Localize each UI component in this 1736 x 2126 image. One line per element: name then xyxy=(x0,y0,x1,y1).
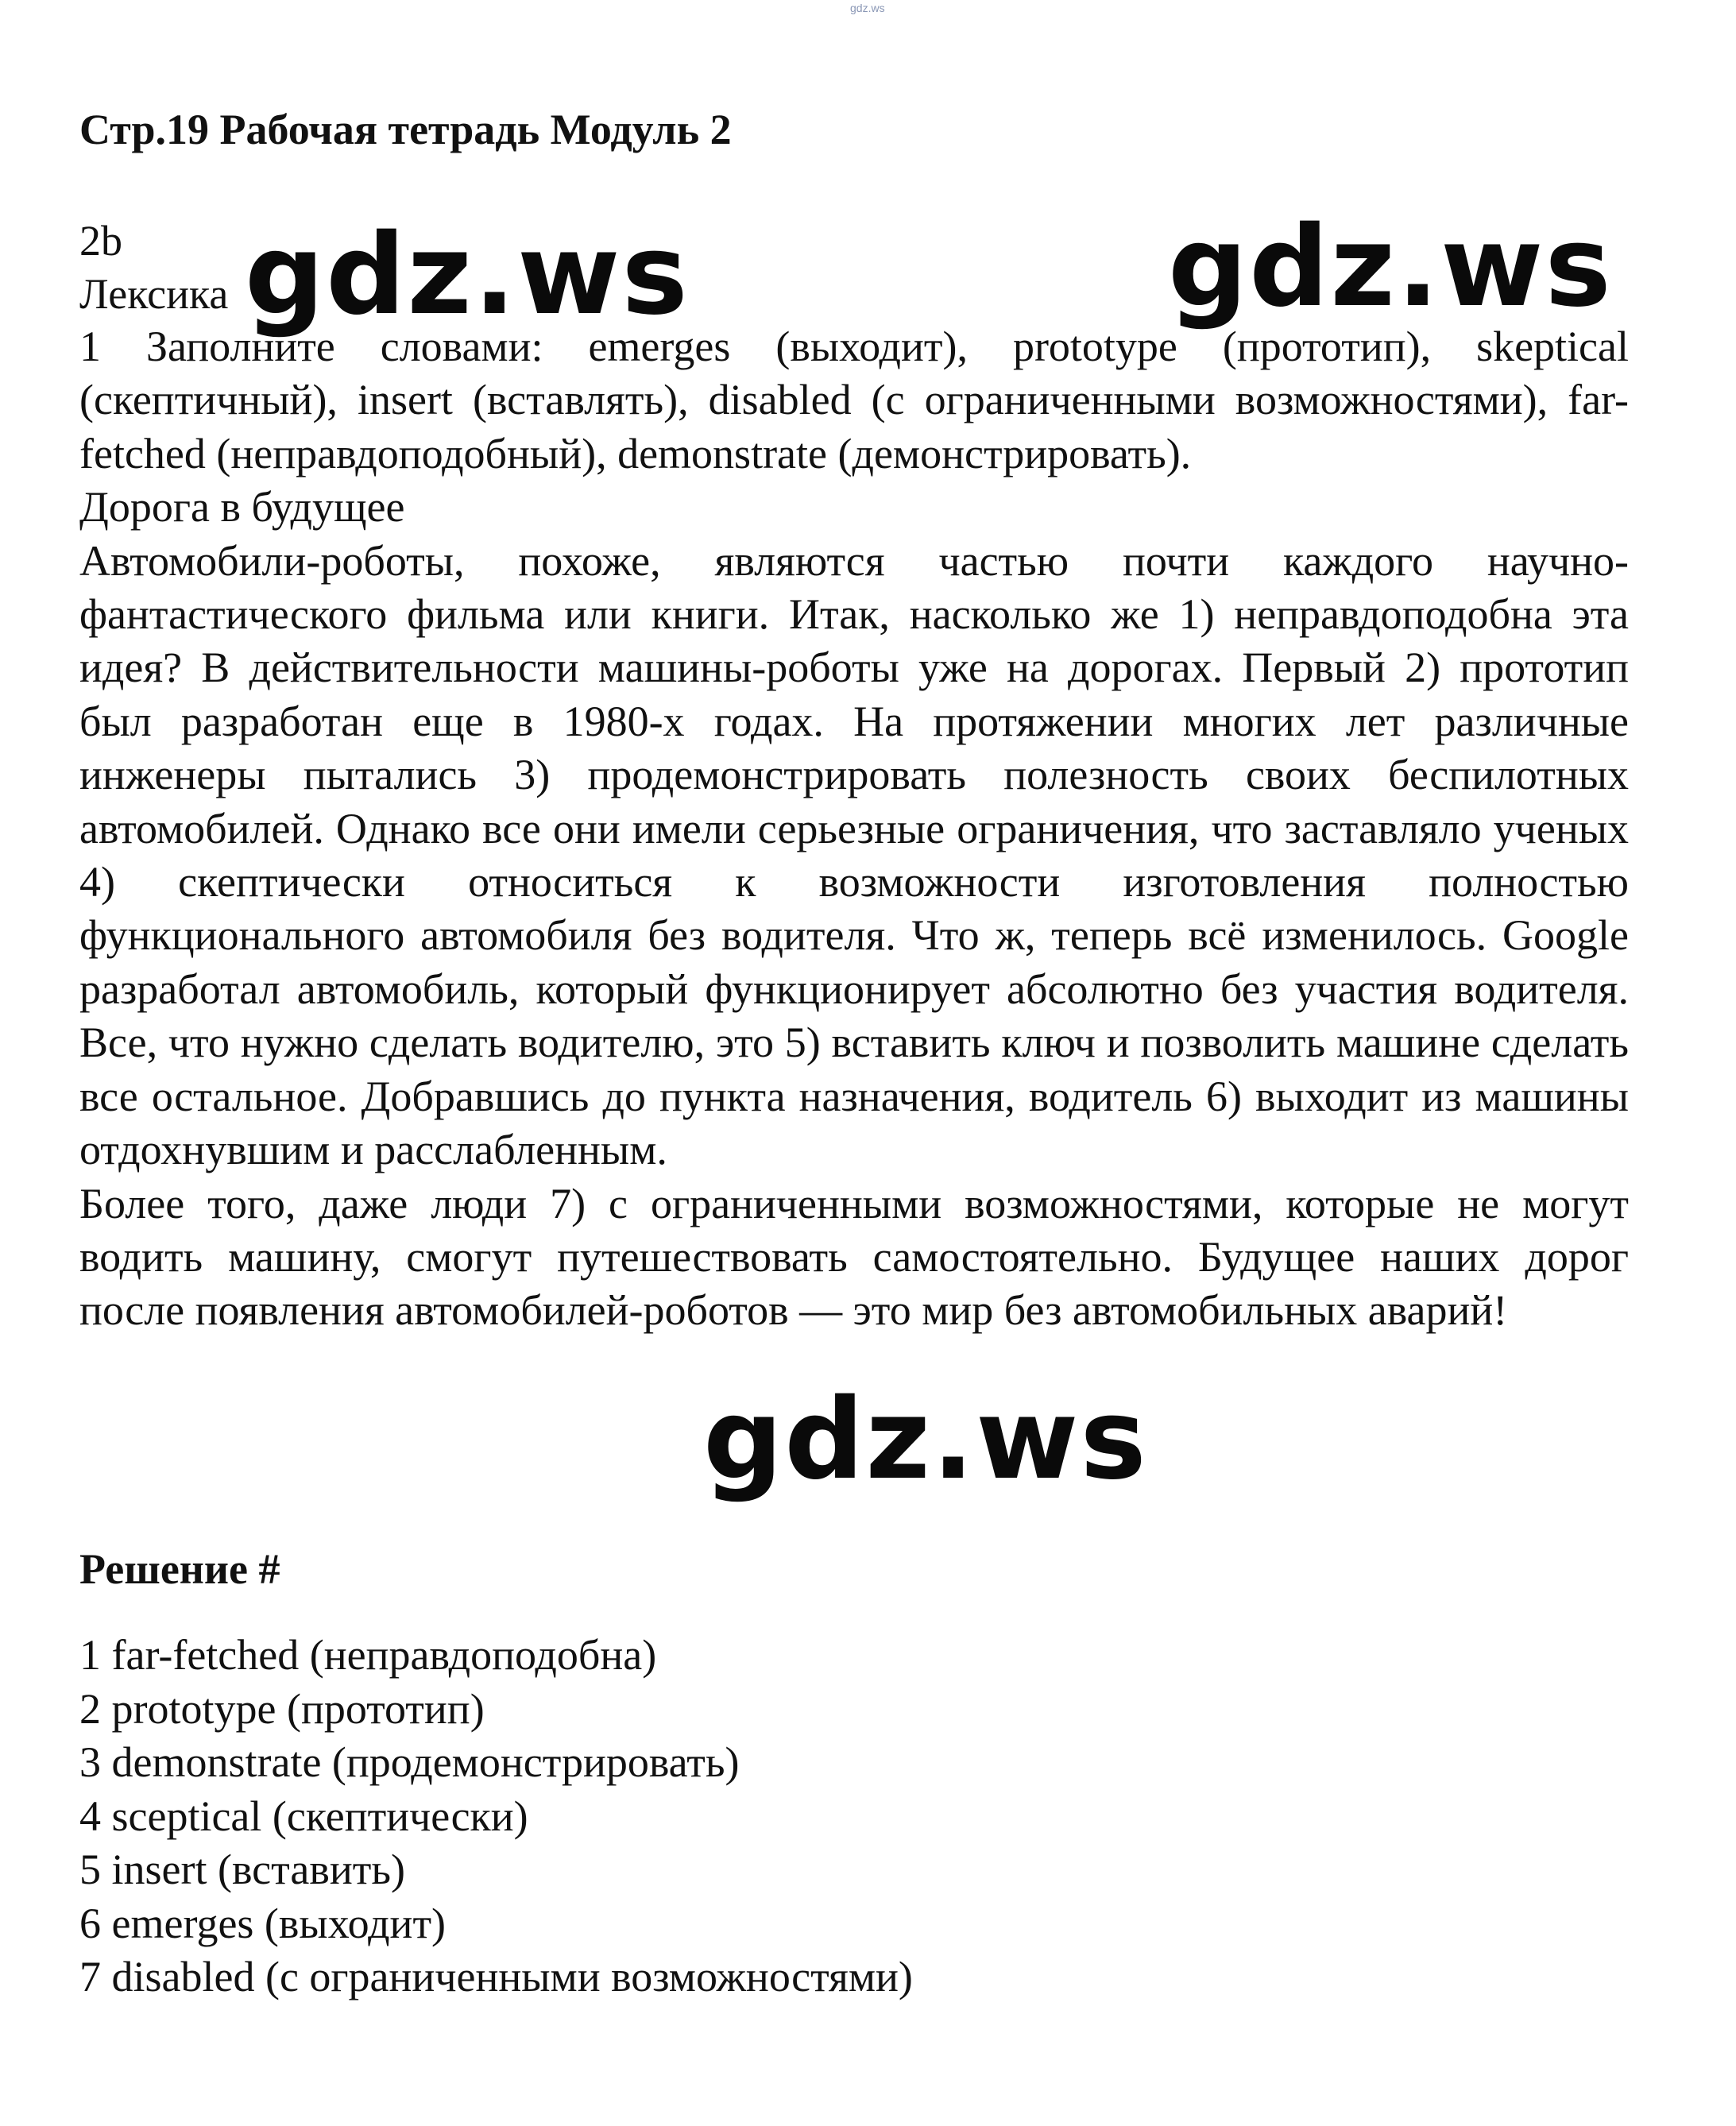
exercise-body xyxy=(79,320,1629,1338)
answer-item: 1 far-fetched (неправдоподобна) xyxy=(79,1631,657,1679)
solution-heading: Решение # xyxy=(79,1545,280,1593)
paragraph: Автомобили-роботы, похоже, являются частью почти каждого научно-фантастического фильма или книги. Итак, насколько же 1) неправдоподобна эта идея? В действительности машины-роботы уже на дорогах. Первый 2) прототип был разработан еще в 1980-х годах. На протяжении многих лет различные инженеры пытались 3) продемонстрировать полезность своих беспилотных автомобилей. Однако все они имели серьезные ограничения, что заставляло ученых 4) скептически относиться к возможности изготовления полностью функционального автомобиля без водителя. Что ж, теперь всё изменилось. Google разработал автомобиль, который функционирует абсолютно без участия водителя. Все, что нужно сделать водителю, это 5) вставить ключ и позволить машине сделать все остальное. Добравшись до пункта назначения, водитель 6) выходит из машины отдохнувшим и расслабленным. xyxy=(79,536,1629,1174)
top-watermark-text: gdz.ws xyxy=(850,2,885,14)
answer-item: 3 demonstrate (продемонстрировать) xyxy=(79,1738,740,1786)
answer-item: 2 prototype (прототип) xyxy=(79,1684,485,1733)
task-instruction: 1 Заполните словами: emerges (выходит), prototype (прототип), skeptical (скептичный), insert (вставлять), disabled (с ограниченными возможностями), far-fetched (неправдоподобный), demonstrate (демонстрировать). xyxy=(79,323,1629,477)
paragraph: Более того, даже люди 7) с ограниченными возможностями, которые не могут водить машину, смогут путешествовать самостоятельно. Будущее наших дорог после появления автомобилей-роботов — это мир без автомобильных аварий! xyxy=(79,1179,1629,1335)
text-title: Дорога в будущее xyxy=(79,483,405,532)
watermark-logo: gdz.ws xyxy=(703,1375,1148,1505)
answer-item: 4 sceptical (скептически) xyxy=(79,1792,528,1840)
answer-list xyxy=(79,1629,913,2004)
watermark-logo: gdz.ws xyxy=(245,211,690,340)
answer-item: 6 emerges (выходит) xyxy=(79,1899,447,1947)
section-name: Лексика xyxy=(79,270,229,318)
answer-item: 7 disabled (с ограниченными возможностями) xyxy=(79,1953,913,2000)
page-title: Стр.19 Рабочая тетрадь Модуль 2 xyxy=(79,106,732,153)
section-code: 2b xyxy=(79,217,122,265)
document-page xyxy=(79,0,1629,2126)
answer-item: 5 insert (вставить) xyxy=(79,1846,405,1893)
watermark-logo: gdz.ws xyxy=(1168,203,1613,332)
